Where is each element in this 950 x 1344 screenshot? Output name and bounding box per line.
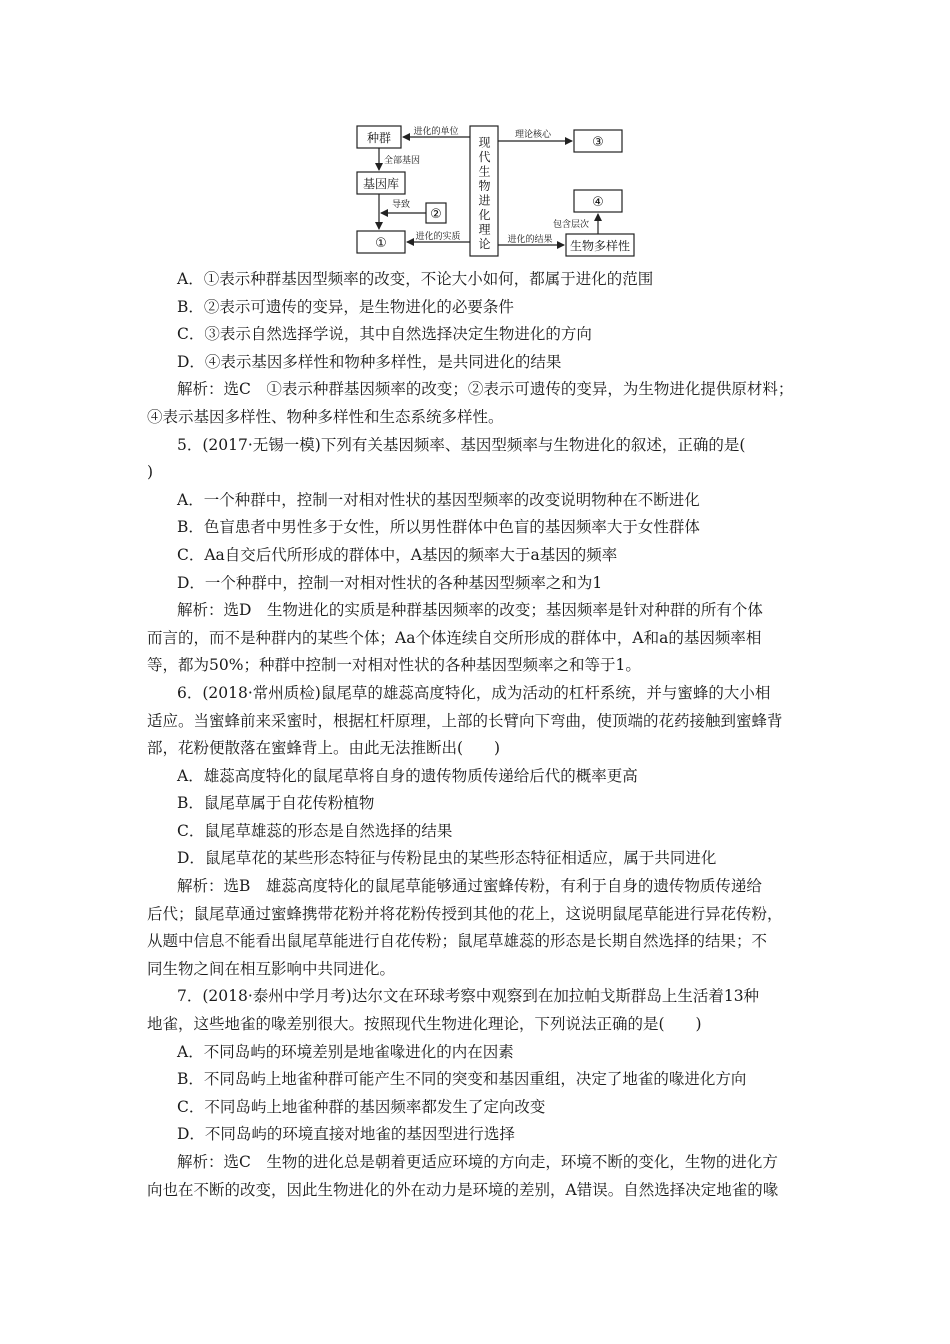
edge-label-result: 进化的结果 xyxy=(507,235,553,245)
question-text xyxy=(147,266,815,1204)
q6-answer-line-1: 解析：选B 雄蕊高度特化的鼠尾草能够通过蜜蜂传粉，有利于自身的遗传物质传递给 xyxy=(177,877,762,896)
q6-option-b: B．鼠尾草属于自花传粉植物 xyxy=(177,794,375,813)
label-shengwu: 生物多样性 xyxy=(569,239,631,253)
edge-label-unit: 进化的单位 xyxy=(413,127,459,137)
q5-option-d: D．一个种群中，控制一对相对性状的各种基因型频率之和为1 xyxy=(177,573,603,592)
q4-answer-line-2: ④表示基因多样性、物种多样性和生态系统多样性。 xyxy=(147,407,504,426)
q6-answer-line-2: 后代；鼠尾草通过蜜蜂携带花粉并将花粉传授到其他的花上，这说明鼠尾草能进行异花传粉， xyxy=(147,904,783,923)
q7-option-a: A．不同岛屿的环境差别是地雀喙进化的内在因素 xyxy=(177,1042,514,1061)
q6-option-c: C．鼠尾草雄蕊的形态是自然选择的结果 xyxy=(177,821,453,840)
q5-stem-line-2: ) xyxy=(147,463,154,482)
q6-stem-line-2: 适应。当蜜蜂前来采蜜时，根据杠杆原理，上部的长臂向下弯曲，使顶端的花药接触到蜜蜂背 xyxy=(147,711,783,730)
q7-option-d: D．不同岛屿的环境直接对地雀的基因型进行选择 xyxy=(177,1125,515,1144)
q5-option-a: A．一个种群中，控制一对相对性状的基因型频率的改变说明物种在不断进化 xyxy=(177,490,700,509)
q4-option-a: A．①表示种群基因型频率的改变，不论大小如何，都属于进化的范围 xyxy=(177,270,654,288)
q5-stem-line-1: 5．(2017·无锡一模)下列有关基因频率、基因型频率与生物进化的叙述，正确的是( xyxy=(177,435,746,454)
q4-option-b: B．②表示可遗传的变异，是生物进化的必要条件 xyxy=(177,297,514,316)
label-center: 现代生物进化理论 xyxy=(477,136,491,252)
q5-option-b: B．色盲患者中男性多于女性，所以男性群体中色盲的基因频率大于女性群体 xyxy=(177,518,700,537)
q4-option-c: C．③表示自然选择学说，其中自然选择决定生物进化的方向 xyxy=(177,325,592,344)
label-zhongqun: 种群 xyxy=(366,131,392,145)
q7-option-c: C．不同岛屿上地雀种群的基因频率都发生了定向改变 xyxy=(177,1097,546,1116)
q7-answer-line-2: 向也在不断的改变，因此生物进化的外在动力是环境的差别，A错误。自然选择决定地雀的喙 xyxy=(147,1180,779,1199)
edge-label-essence: 进化的实质 xyxy=(415,232,461,242)
q5-answer-line-2: 而言的，而不是种群内的某些个体；Aa个体连续自交所形成的群体中，A和a的基因频率相 xyxy=(147,628,762,647)
label-circle2: ② xyxy=(430,207,442,222)
label-circle4: ④ xyxy=(592,195,604,210)
q4-answer-line-1: 解析：选C ①表示种群基因频率的改变；②表示可遗传的变异，为生物进化提供原材料； xyxy=(177,380,794,399)
q7-stem-line-2: 地雀，这些地雀的喙差别很大。按照现代生物进化理论，下列说法正确的是( ) xyxy=(147,1015,702,1034)
label-jiyinku: 基因库 xyxy=(362,177,400,191)
label-circle1: ① xyxy=(375,236,387,251)
q6-option-a: A．雄蕊高度特化的鼠尾草将自身的遗传物质传递给后代的概率更高 xyxy=(177,766,638,785)
q7-stem-line-1: 7．(2018·泰州中学月考)达尔文在环球考察中观察到在加拉帕戈斯群岛上生活着13种 xyxy=(177,987,760,1006)
q6-stem-line-1: 6．(2018·常州质检)鼠尾草的雄蕊高度特化，成为活动的杠杆系统，并与蜜蜂的大小相 xyxy=(177,683,771,702)
q5-answer-line-1: 解析：选D 生物进化的实质是种群基因频率的改变；基因频率是针对种群的所有个体 xyxy=(177,601,763,620)
q5-answer-line-3: 等，都为50%；种群中控制一对相对性状的各种基因型频率之和等于1。 xyxy=(147,656,641,675)
q7-answer-line-1: 解析：选C 生物的进化总是朝着更适应环境的方向走，环境不断的变化，生物的进化方 xyxy=(177,1153,778,1171)
evolution-theory-diagram xyxy=(0,0,950,270)
q6-option-d: D．鼠尾草花的某些形态特征与传粉昆虫的某些形态特征相适应，属于共同进化 xyxy=(177,849,717,868)
edge-label-allgenes: 全部基因 xyxy=(384,156,421,166)
q5-option-c: C．Aa自交后代所形成的群体中，A基因的频率大于a基因的频率 xyxy=(177,545,618,564)
edge-label-lead: 导致 xyxy=(392,200,411,210)
q4-option-d: D．④表示基因多样性和物种多样性，是共同进化的结果 xyxy=(177,352,562,371)
edge-label-levels: 包含层次 xyxy=(553,220,590,230)
q6-answer-line-4: 同生物之间在相互影响中共同进化。 xyxy=(147,959,396,978)
edge-label-core: 理论核心 xyxy=(514,130,552,140)
q7-option-b: B．不同岛屿上地雀种群可能产生不同的突变和基因重组，决定了地雀的喙进化方向 xyxy=(177,1070,747,1089)
q6-answer-line-3: 从题中信息不能看出鼠尾草能进行自花传粉；鼠尾草雄蕊的形态是长期自然选择的结果；不 xyxy=(147,932,768,951)
label-circle3: ③ xyxy=(592,135,604,150)
q6-stem-line-3: 部，花粉便散落在蜜蜂背上。由此无法推断出( ) xyxy=(147,739,501,758)
